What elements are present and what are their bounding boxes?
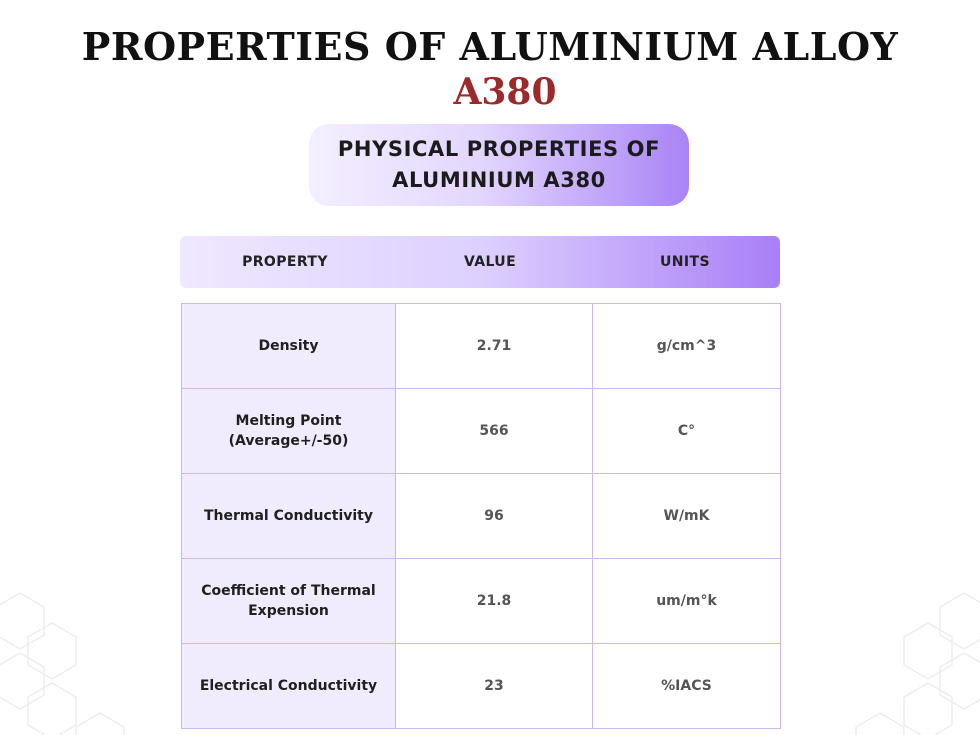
units-cell: um/m°k: [593, 559, 781, 644]
table-row: [182, 304, 781, 389]
header-property: PROPERTY: [242, 254, 328, 270]
units-cell: %IACS: [593, 644, 781, 729]
header-units: UNITS: [660, 254, 710, 270]
property-cell: Thermal Conductivity: [182, 474, 396, 559]
property-cell: Density: [182, 304, 396, 389]
units-cell: W/mK: [593, 474, 781, 559]
alloy-name: A380: [453, 71, 557, 113]
value-cell: 566: [396, 389, 593, 474]
property-cell: Coefficient of Thermal Expension: [182, 559, 396, 644]
properties-table: [181, 303, 781, 729]
table-header: [180, 236, 780, 288]
value-cell: 23: [396, 644, 593, 729]
section-title-pill: [309, 124, 689, 206]
value-cell: 96: [396, 474, 593, 559]
value-cell: 21.8: [396, 559, 593, 644]
table-row: [182, 559, 781, 644]
table-row: [182, 474, 781, 559]
page-title: PROPERTIES OF ALUMINIUM ALLOY: [81, 24, 899, 69]
units-cell: g/cm^3: [593, 304, 781, 389]
property-cell: Electrical Conductivity: [182, 644, 396, 729]
table-row: [182, 389, 781, 474]
units-cell: C°: [593, 389, 781, 474]
value-cell: 2.71: [396, 304, 593, 389]
header-value: VALUE: [463, 254, 517, 270]
section-title: PHYSICAL PROPERTIES OF ALUMINIUM A380: [337, 137, 661, 192]
table-row: [182, 644, 781, 729]
property-cell: Melting Point (Average+/-50): [182, 389, 396, 474]
